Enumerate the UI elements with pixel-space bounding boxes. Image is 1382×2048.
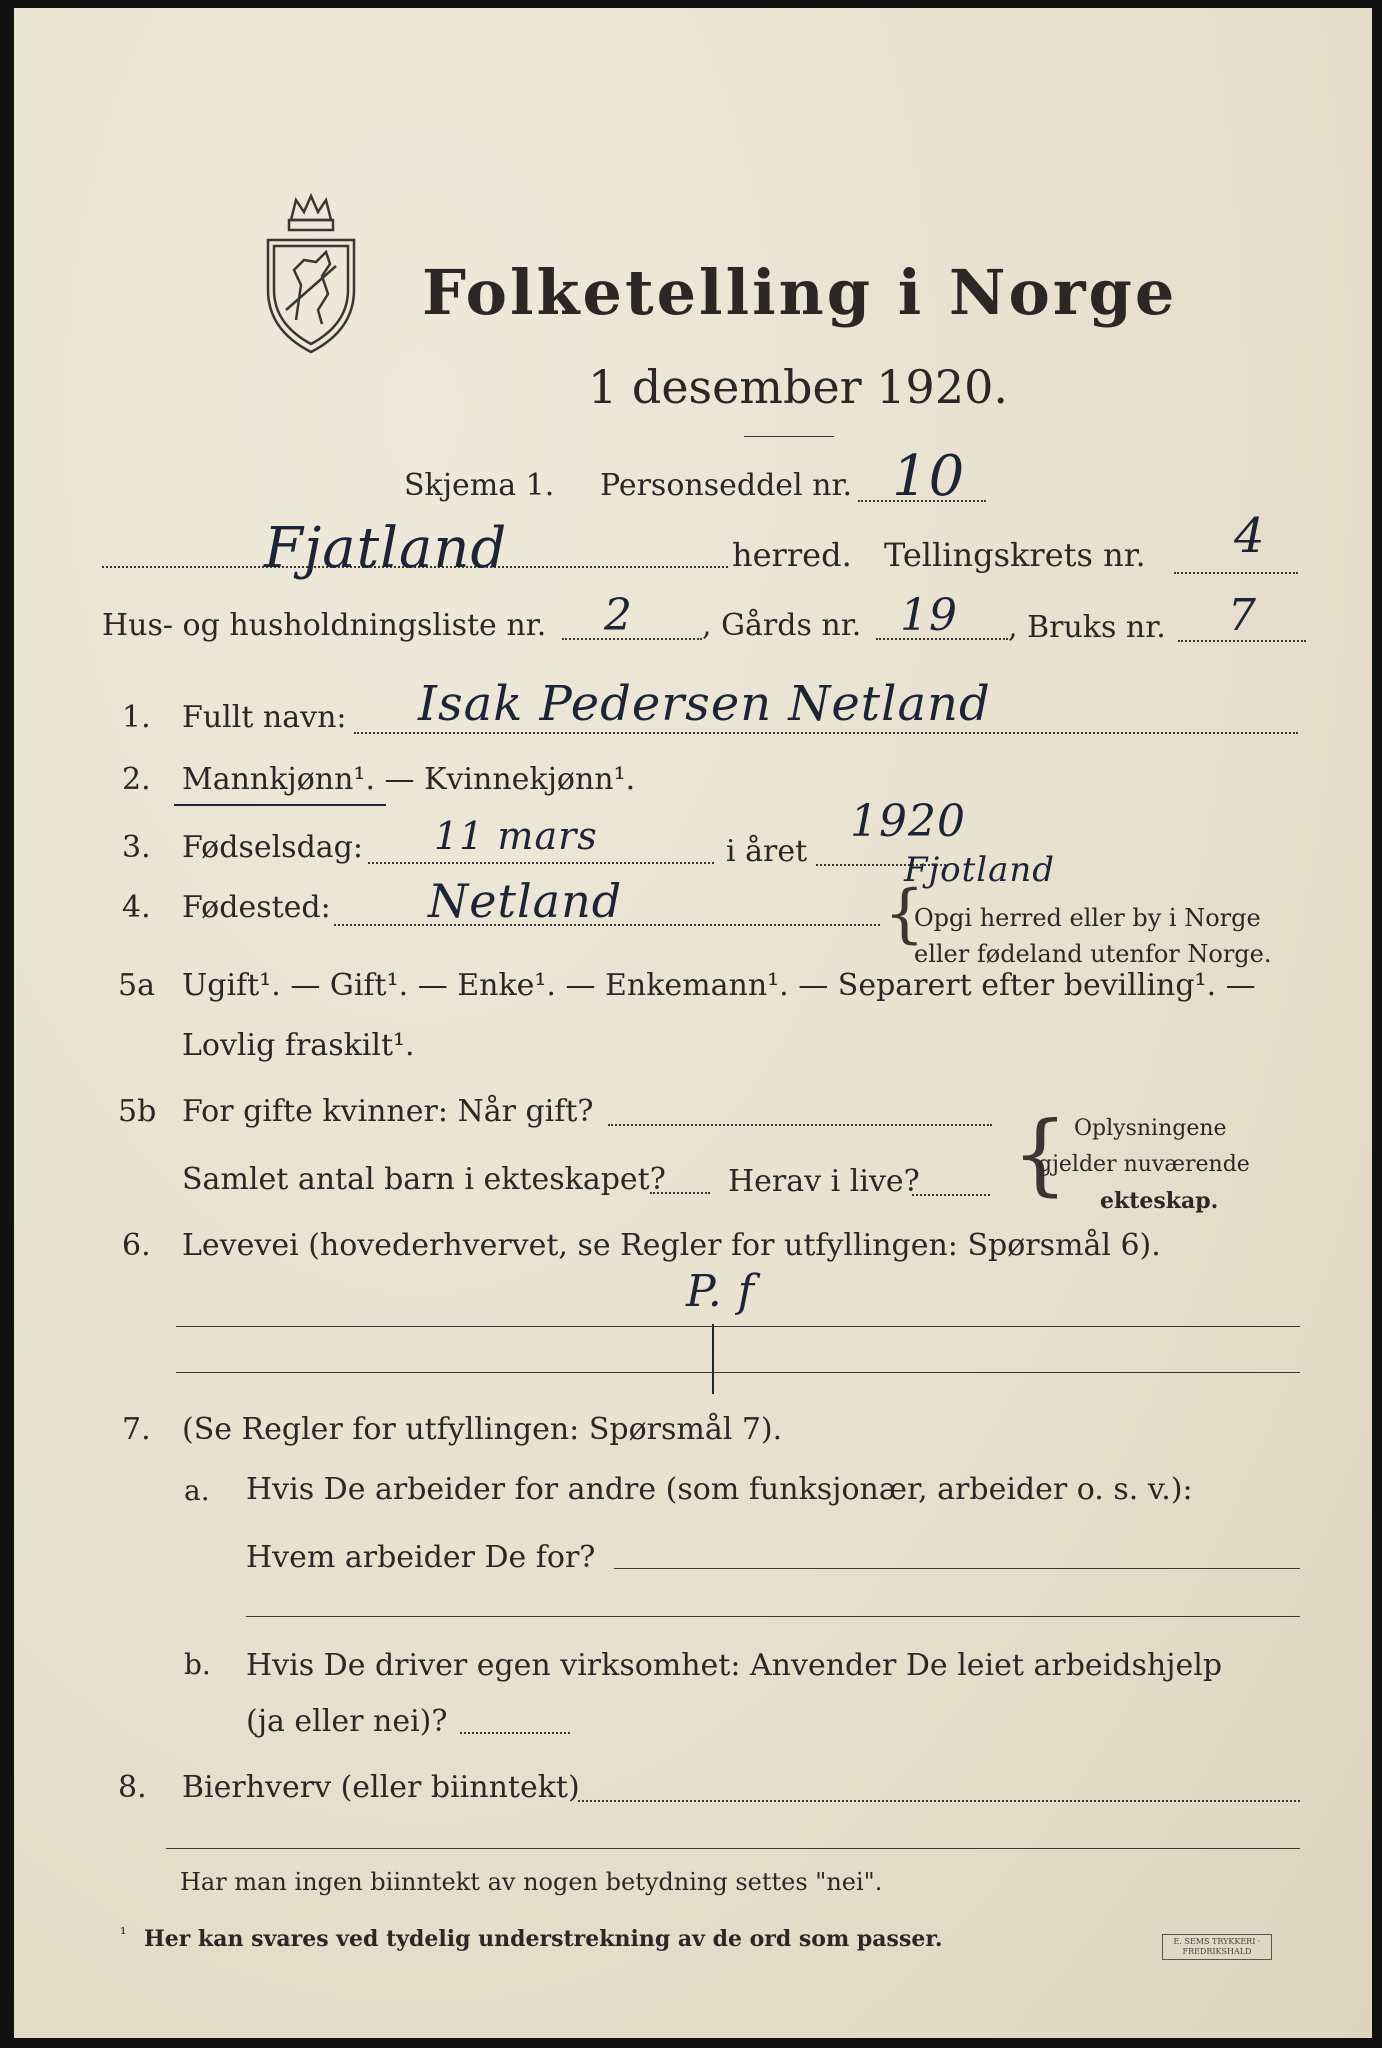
q3-number: 3.	[122, 830, 151, 865]
gards-value: 19	[900, 590, 958, 641]
children-alive-field[interactable]	[912, 1194, 990, 1196]
bruks-label: , Bruks nr.	[1008, 610, 1166, 645]
children-alive-label: Herav i live?	[728, 1164, 920, 1199]
q4-number: 4.	[122, 890, 151, 925]
tellingskrets-label: Tellingskrets nr.	[884, 536, 1146, 574]
q3-label: Fødselsdag:	[182, 830, 363, 865]
employer-field-line2[interactable]	[246, 1616, 1300, 1617]
marriage-note-line3: ekteskap.	[1100, 1188, 1219, 1214]
birthdate-value: 11 mars	[434, 814, 598, 858]
census-form-sheet	[14, 8, 1372, 2038]
q1-number: 1.	[122, 700, 151, 735]
married-when-field[interactable]	[608, 1124, 992, 1126]
personseddel-label: Personseddel nr.	[600, 468, 853, 503]
tellingskrets-field[interactable]	[1174, 572, 1298, 574]
occupation-field-line1[interactable]	[176, 1326, 1300, 1327]
married-when-label: For gifte kvinner: Når gift?	[182, 1094, 594, 1129]
birthplace-note-line2: eller fødeland utenfor Norge.	[914, 940, 1272, 968]
q7b-question: Hvis De driver egen virksomhet: Anvender De leiet arbeidshjelp	[246, 1648, 1223, 1683]
marriage-note-brace: {	[1012, 1102, 1068, 1205]
herred-value: Fjatland	[264, 516, 508, 581]
marriage-note-line1: Oplysningene	[1074, 1116, 1227, 1141]
birth-year-label: i året	[726, 834, 808, 869]
occupation-value: P. f	[686, 1266, 755, 1317]
q7b-label: b.	[184, 1648, 211, 1681]
q5a-number: 5a	[118, 968, 155, 1003]
side-income-field[interactable]	[578, 1800, 1300, 1802]
hired-help-field[interactable]	[460, 1732, 570, 1734]
gender-options: Mannkjønn¹. — Kvinnekjønn¹.	[182, 762, 636, 797]
employer-label: Hvem arbeider De for?	[246, 1540, 596, 1575]
occupation-stroke	[712, 1324, 714, 1394]
occupation-label: Levevei (hovederhvervet, se Regler for utfyllingen: Spørsmål 6).	[182, 1228, 1161, 1263]
title-divider	[744, 436, 834, 437]
marital-options-line2: Lovlig fraskilt¹.	[182, 1028, 415, 1063]
q1-label: Fullt navn:	[182, 700, 347, 735]
no-income-note: Har man ingen biinntekt av nogen betydning settes "nei".	[180, 1868, 883, 1896]
husholdningsliste-value: 2	[604, 590, 633, 641]
birthplace-note-brace: {	[884, 877, 925, 951]
bruks-value: 7	[1228, 590, 1257, 641]
side-income-field-line2[interactable]	[166, 1848, 1300, 1849]
marriage-note-line2: gjelder nuværende	[1038, 1152, 1250, 1177]
footnote-text: Her kan svares ved tydelig understrekning av de ord som passer.	[144, 1926, 943, 1952]
q7a-question: Hvis De arbeider for andre (som funksjonær, arbeider o. s. v.):	[246, 1472, 1193, 1507]
birthplace-extra-value: Fjotland	[904, 850, 1056, 890]
printer-stamp: E. SEMS TRYKKERI · FREDRIKSHALD	[1162, 1934, 1272, 1960]
side-income-label: Bierhverv (eller biinntekt)	[182, 1770, 580, 1805]
birthplace-value: Netland	[428, 874, 623, 928]
q5b-number: 5b	[118, 1094, 157, 1129]
children-total-field[interactable]	[650, 1192, 710, 1194]
birth-year-value: 1920	[850, 796, 966, 847]
q7a-label: a.	[184, 1474, 210, 1507]
full-name-value: Isak Pedersen Netland	[418, 676, 991, 732]
schema-label: Skjema 1.	[404, 468, 555, 503]
q7-intro: (Se Regler for utfyllingen: Spørsmål 7).	[182, 1412, 783, 1447]
hired-help-label: (ja eller nei)?	[246, 1704, 448, 1739]
tellingskrets-value: 4	[1234, 508, 1266, 564]
form-title: Folketelling i Norge	[422, 256, 1178, 329]
occupation-field-line2[interactable]	[176, 1372, 1300, 1373]
gards-label: , Gårds nr.	[702, 608, 862, 643]
husholdningsliste-label: Hus- og husholdningsliste nr.	[102, 608, 547, 643]
children-total-label: Samlet antal barn i ekteskapet?	[182, 1162, 666, 1197]
marital-options-line1: Ugift¹. — Gift¹. — Enke¹. — Enkemann¹. — Separert efter bevilling¹. —	[182, 968, 1256, 1003]
q6-number: 6.	[122, 1228, 151, 1263]
q7-number: 7.	[122, 1412, 151, 1447]
gender-underline	[174, 804, 386, 806]
birthdate-field[interactable]	[368, 862, 714, 864]
personseddel-value: 10	[892, 444, 966, 509]
coat-of-arms-icon	[256, 190, 366, 360]
employer-field-line1[interactable]	[614, 1568, 1300, 1569]
full-name-field[interactable]	[354, 732, 1298, 734]
footnote-mark: ¹	[120, 1924, 127, 1943]
q8-number: 8.	[118, 1770, 147, 1805]
q4-label: Fødested:	[182, 890, 331, 925]
census-date: 1 desember 1920.	[588, 360, 1008, 414]
q2-number: 2.	[122, 762, 151, 797]
birthplace-note-line1: Opgi herred eller by i Norge	[914, 904, 1261, 932]
herred-label: herred.	[732, 536, 852, 574]
